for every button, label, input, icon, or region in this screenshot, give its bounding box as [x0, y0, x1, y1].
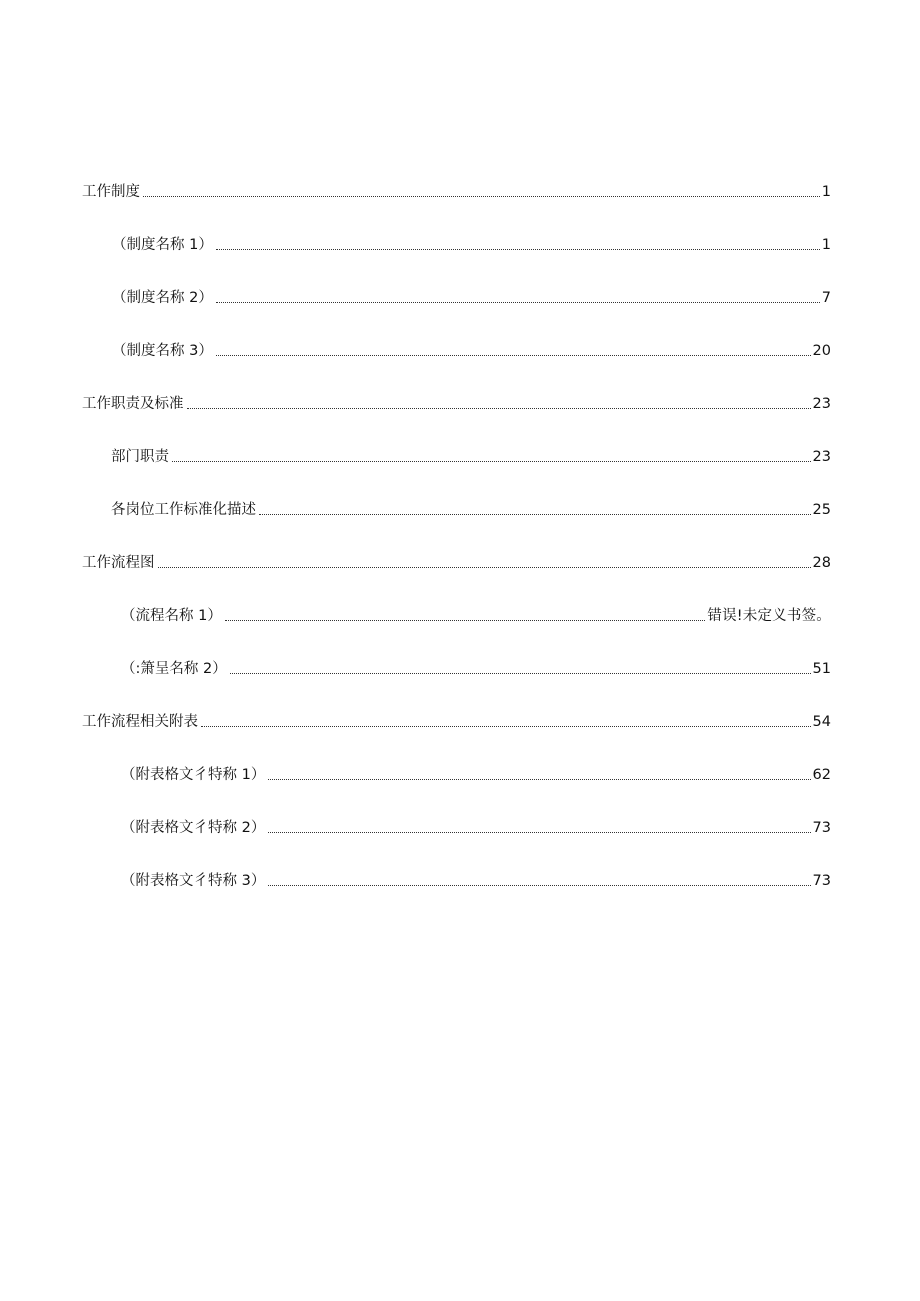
toc-entry-system-3[interactable] — [112, 337, 831, 361]
toc-entry-workflow-charts[interactable] — [82, 549, 831, 573]
toc-entry-workflow-appendix[interactable] — [82, 708, 831, 732]
toc-entry-page: 23 — [812, 449, 831, 465]
toc-dot-leader — [268, 831, 810, 833]
toc-entry-department-duties[interactable] — [111, 443, 831, 467]
toc-entry-label: （附表格文彳特称 3） — [121, 873, 266, 889]
toc-entry-page: 1 — [821, 184, 831, 200]
toc-dot-leader — [216, 301, 820, 303]
toc-entry-label: 工作流程相关附表 — [82, 714, 198, 730]
toc-entry-position-standards[interactable] — [111, 496, 831, 520]
toc-entry-label: 各岗位工作标准化描述 — [111, 502, 256, 518]
toc-entry-label: （流程名称 1） — [121, 608, 222, 624]
toc-entry-label: （:箫呈名称 2） — [121, 661, 227, 677]
toc-entry-page: 23 — [812, 396, 831, 412]
toc-entry-label: （制度名称 3） — [112, 343, 213, 359]
toc-dot-leader — [216, 354, 811, 356]
toc-entry-process-2[interactable] — [121, 655, 831, 679]
toc-entry-page: 28 — [812, 555, 831, 571]
toc-dot-leader — [201, 725, 811, 727]
toc-entry-label: （附表格文彳特称 1） — [121, 767, 266, 783]
toc-entry-appendix-3[interactable] — [121, 867, 831, 891]
toc-entry-page: 62 — [812, 767, 831, 783]
toc-entry-page: 73 — [812, 820, 831, 836]
toc-entry-label: 工作职责及标准 — [82, 396, 184, 412]
toc-dot-leader — [268, 778, 810, 780]
toc-dot-leader — [230, 672, 811, 674]
toc-dot-leader — [158, 566, 811, 568]
toc-entry-page: 7 — [821, 290, 831, 306]
toc-entry-system-2[interactable] — [112, 284, 831, 308]
toc-entry-label: 工作流程图 — [82, 555, 155, 571]
toc-entry-label: （附表格文彳特称 2） — [121, 820, 266, 836]
toc-entry-work-system[interactable] — [82, 178, 831, 202]
toc-entry-page: 1 — [821, 237, 831, 253]
toc-entry-page: 25 — [812, 502, 831, 518]
toc-dot-leader — [143, 195, 820, 197]
toc-dot-leader — [259, 513, 811, 515]
toc-entry-system-1[interactable] — [112, 231, 831, 255]
toc-dot-leader — [268, 884, 810, 886]
toc-entry-page: 51 — [812, 661, 831, 677]
toc-dot-leader — [172, 460, 811, 462]
toc-entry-page: 20 — [812, 343, 831, 359]
toc-entry-label: 部门职责 — [111, 449, 169, 465]
toc-dot-leader — [216, 248, 820, 250]
toc-entry-label: 工作制度 — [82, 184, 140, 200]
toc-dot-leader — [225, 619, 706, 621]
toc-entry-appendix-1[interactable] — [121, 761, 831, 785]
toc-entry-page: 54 — [812, 714, 831, 730]
toc-entry-label: （制度名称 1） — [112, 237, 213, 253]
toc-entry-page: 73 — [812, 873, 831, 889]
toc-dot-leader — [187, 407, 811, 409]
toc-entry-label: （制度名称 2） — [112, 290, 213, 306]
toc-entry-process-1[interactable] — [121, 602, 831, 626]
toc-entry-duties-standards[interactable] — [82, 390, 831, 414]
toc-entry-page-error: 错误!未定义书签。 — [707, 608, 831, 624]
toc-entry-appendix-2[interactable] — [121, 814, 831, 838]
